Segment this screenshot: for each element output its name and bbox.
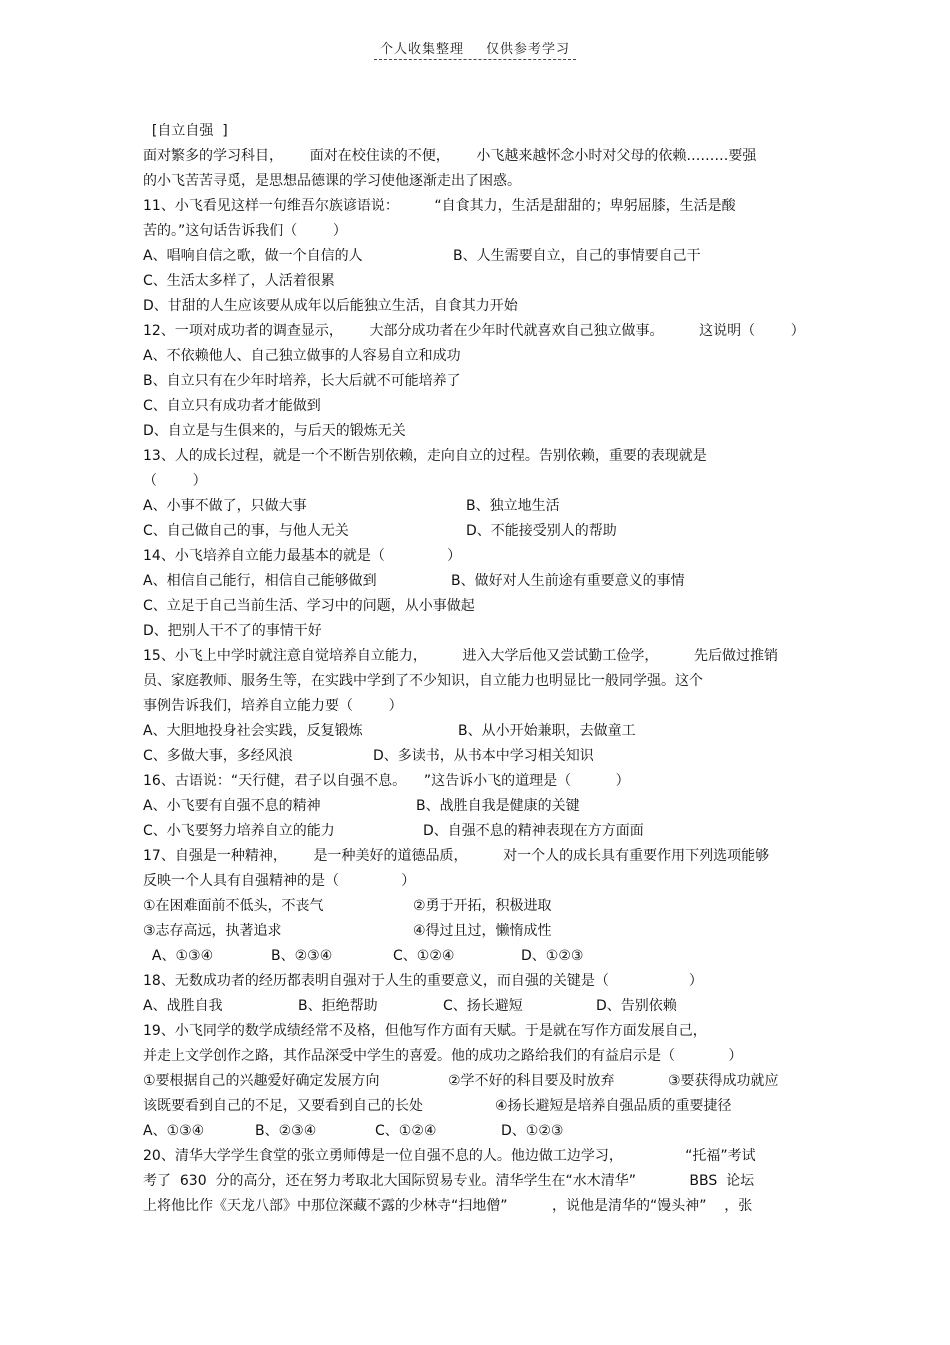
option-b: ④得过且过，懒惰成性 (413, 923, 552, 939)
option-c: ③要获得成功就应 (668, 1073, 779, 1089)
option-b: B、拒绝帮助 (298, 998, 378, 1014)
text-line: 18、无数成功者的经历都表明自强对于人生的重要意义，而自强的关键是（ ） (143, 973, 703, 989)
text-line: 面对繁多的学习科目， 面对在校住读的不便， 小飞越来越怀念小时对父母的依赖………要强 (143, 148, 757, 164)
text-line: 13、人的成长过程，就是一个不断告别依赖，走向自立的过程。告别依赖，重要的表现就是 (143, 448, 707, 464)
option-a: C、小飞要努力培养自立的能力 (143, 823, 335, 839)
option-row (143, 719, 813, 744)
text-line: D、把别人干不了的事情干好 (143, 623, 322, 639)
option-a: C、多做大事，多经风浪 (143, 748, 293, 764)
option-a: A、唱响自信之歌，做一个自信的人 (143, 248, 363, 264)
option-row (143, 744, 813, 769)
option-row (143, 819, 813, 844)
option-b: ②勇于开拓，积极进取 (413, 898, 552, 914)
option-row (143, 894, 813, 919)
option-c: C、扬长避短 (443, 998, 523, 1014)
option-a: A、战胜自我 (143, 998, 223, 1014)
option-a: C、自己做自己的事，与他人无关 (143, 523, 349, 539)
text-line: 16、古语说：“天行健，君子以自强不息。 ”这告诉小飞的道理是（ ） (143, 773, 630, 789)
option-a: ①要根据自己的兴趣爱好确定发展方向 (143, 1073, 380, 1089)
option-d: D、①②③ (501, 1123, 564, 1139)
option-b: B、独立地生活 (466, 498, 560, 514)
exam-content (143, 119, 813, 1219)
text-line: C、生活太多样了，人活着很累 (143, 273, 335, 289)
option-a: A、小事不做了，只做大事 (143, 498, 307, 514)
option-b: D、多读书，从书本中学习相关知识 (373, 748, 594, 764)
option-row (143, 944, 813, 969)
option-b: D、自强不息的精神表现在方方面面 (423, 823, 644, 839)
text-line: [自立自强 ] (143, 123, 228, 139)
text-line: A、不依赖他人、自己独立做事的人容易自立和成功 (143, 348, 461, 364)
text-line: 反映一个人具有自强精神的是（ ） (143, 873, 416, 889)
option-b: B、②③④ (255, 1123, 317, 1139)
option-d: D、①②③ (521, 948, 584, 964)
option-a: A、大胆地投身社会实践，反复锻炼 (143, 723, 363, 739)
text-line: 15、小飞上中学时就注意自觉培养自立能力， 进入大学后他又尝试勤工俭学， 先后做过推销 (143, 648, 779, 664)
option-b: B、从小开始兼职，去做童工 (458, 723, 636, 739)
text-line: 上将他比作《天龙八部》中那位深藏不露的少林寺“扫地僧” ，说他是清华的“馒头神” ，张 (143, 1198, 753, 1214)
option-b: ④扬长避短是培养自强品质的重要捷径 (495, 1098, 732, 1114)
option-row (143, 494, 813, 519)
option-a: 该既要看到自己的不足，又要看到自己的长处 (143, 1098, 423, 1114)
option-d: D、告别依赖 (596, 998, 677, 1014)
text-line: 17、自强是一种精神， 是一种美好的道德品质， 对一个人的成长具有重要作用下列选项能够 (143, 848, 770, 864)
text-line: 考了 630 分的高分，还在努力考取北大国际贸易专业。清华学生在“水木清华” BBS 论坛 (143, 1173, 755, 1189)
option-a: ①在困难面前不低头，不丧气 (143, 898, 324, 914)
text-line: 19、小飞同学的数学成绩经常不及格，但他写作方面有天赋。于是就在写作方面发展自己， (143, 1023, 707, 1039)
option-row (143, 794, 813, 819)
option-row (143, 1119, 813, 1144)
text-line: C、自立只有成功者才能做到 (143, 398, 321, 414)
text-line: 的小飞苦苦寻觅，是思想品德课的学习使他逐渐走出了困惑。 (143, 173, 521, 189)
text-line: 苦的。”这句话告诉我们（ ） (143, 223, 347, 239)
text-line: 12、一项对成功者的调查显示， 大部分成功者在少年时代就喜欢自己独立做事。 这说明（ ） (143, 323, 805, 339)
option-a: A、①③④ (143, 1123, 205, 1139)
text-line: 事例告诉我们，培养自立能力要（ ） (143, 698, 403, 714)
option-b: B、②③④ (271, 948, 333, 964)
text-line: 并走上文学创作之路，其作品深受中学生的喜爱。他的成功之路给我们的有益启示是（ ） (143, 1048, 743, 1064)
text-line: 20、清华大学学生食堂的张立勇师傅是一位自强不息的人。他边做工边学习， “托福”考试 (143, 1148, 756, 1164)
option-c: C、①②④ (375, 1123, 437, 1139)
text-line: 11、小飞看见这样一句维吾尔族谚语说： “自食其力，生活是甜甜的；卑躬屈膝，生活是酸 (143, 198, 736, 214)
option-a: A、①③④ (143, 948, 214, 964)
option-row (143, 994, 813, 1019)
option-a: A、相信自己能行，相信自己能够做到 (143, 573, 377, 589)
option-c: C、①②④ (393, 948, 455, 964)
text-line: 员、家庭教师、服务生等，在实践中学到了不少知识，自立能力也明显比一般同学强。这个 (143, 673, 703, 689)
option-b: ②学不好的科目要及时放弃 (448, 1073, 615, 1089)
option-a: ③志存高远，执著追求 (143, 923, 282, 939)
text-line: D、自立是与生俱来的，与后天的锻炼无关 (143, 423, 406, 439)
header-right-text: 仅供参考学习 (486, 42, 571, 57)
text-line: （ ） (143, 473, 207, 489)
option-row (143, 1094, 813, 1119)
option-a: A、小飞要有自强不息的精神 (143, 798, 321, 814)
option-b: D、不能接受别人的帮助 (466, 523, 617, 539)
option-b: B、人生需要自立，自己的事情要自己干 (453, 248, 701, 264)
header-band (374, 38, 576, 60)
option-row (143, 1069, 813, 1094)
option-b: B、战胜自我是健康的关键 (416, 798, 580, 814)
header-left-text: 个人收集整理 (379, 42, 464, 57)
text-line: C、立足于自己当前生活、学习中的问题，从小事做起 (143, 598, 475, 614)
option-row (143, 519, 813, 544)
page-header (0, 38, 950, 60)
text-line: D、甘甜的人生应该要从成年以后能独立生活，自食其力开始 (143, 298, 518, 314)
option-b: B、做好对人生前途有重要意义的事情 (451, 573, 685, 589)
option-row (143, 919, 813, 944)
text-line: B、自立只有在少年时培养，长大后就不可能培养了 (143, 373, 461, 389)
text-line: 14、小飞培养自立能力最基本的就是（ ） (143, 548, 462, 564)
option-row (143, 569, 813, 594)
option-row (143, 244, 813, 269)
